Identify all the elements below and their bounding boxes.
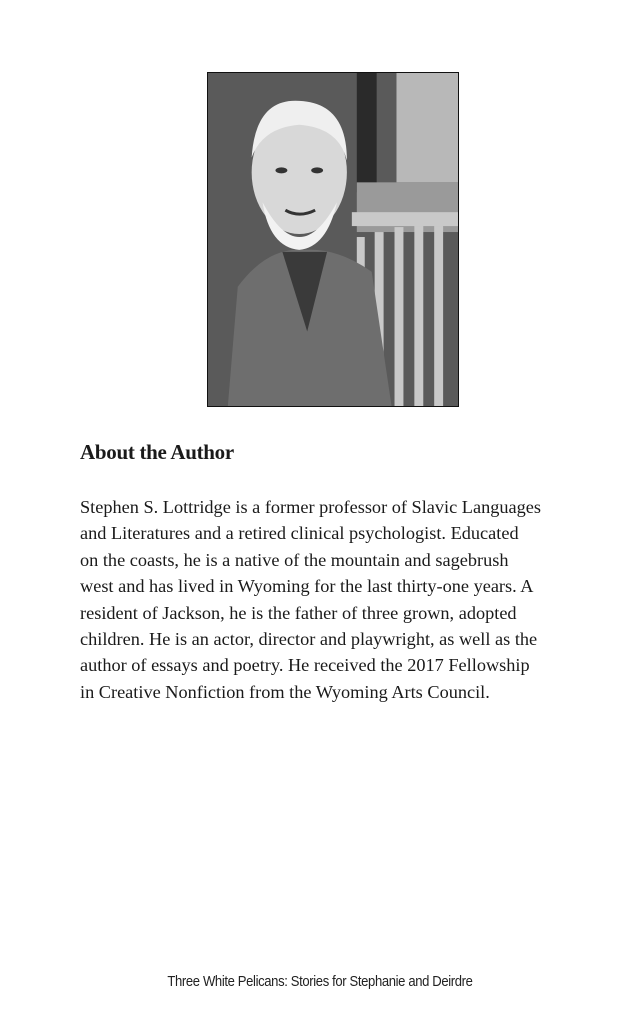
bio-line: resident of Jackson, he is the father of three grown, adopted [80, 602, 517, 623]
bio-line: and Literatures and a retired clinical psychologist. Educated [80, 523, 519, 544]
bio-line: on the coasts, he is a native of the mountain and sagebrush [80, 549, 509, 570]
bio-line: children. He is an actor, director and playwright, as well as the [80, 629, 538, 650]
author-bio [80, 494, 600, 705]
section-heading: About the Author [80, 440, 234, 464]
running-footer-book-title: Three White Pelicans: Stories for Stephanie and Deirdre [167, 974, 473, 990]
bio-line: Stephen S. Lottridge is a former professor of Slavic Languages [80, 497, 541, 517]
bio-line: west and has lived in Wyoming for the last thirty-one years. A [80, 576, 534, 597]
bio-line: author of essays and poetry. He received the 2017 Fellowship [80, 655, 530, 676]
bio-line: in Creative Nonfiction from the Wyoming Arts Council. [80, 681, 490, 702]
author-photo [207, 72, 459, 407]
